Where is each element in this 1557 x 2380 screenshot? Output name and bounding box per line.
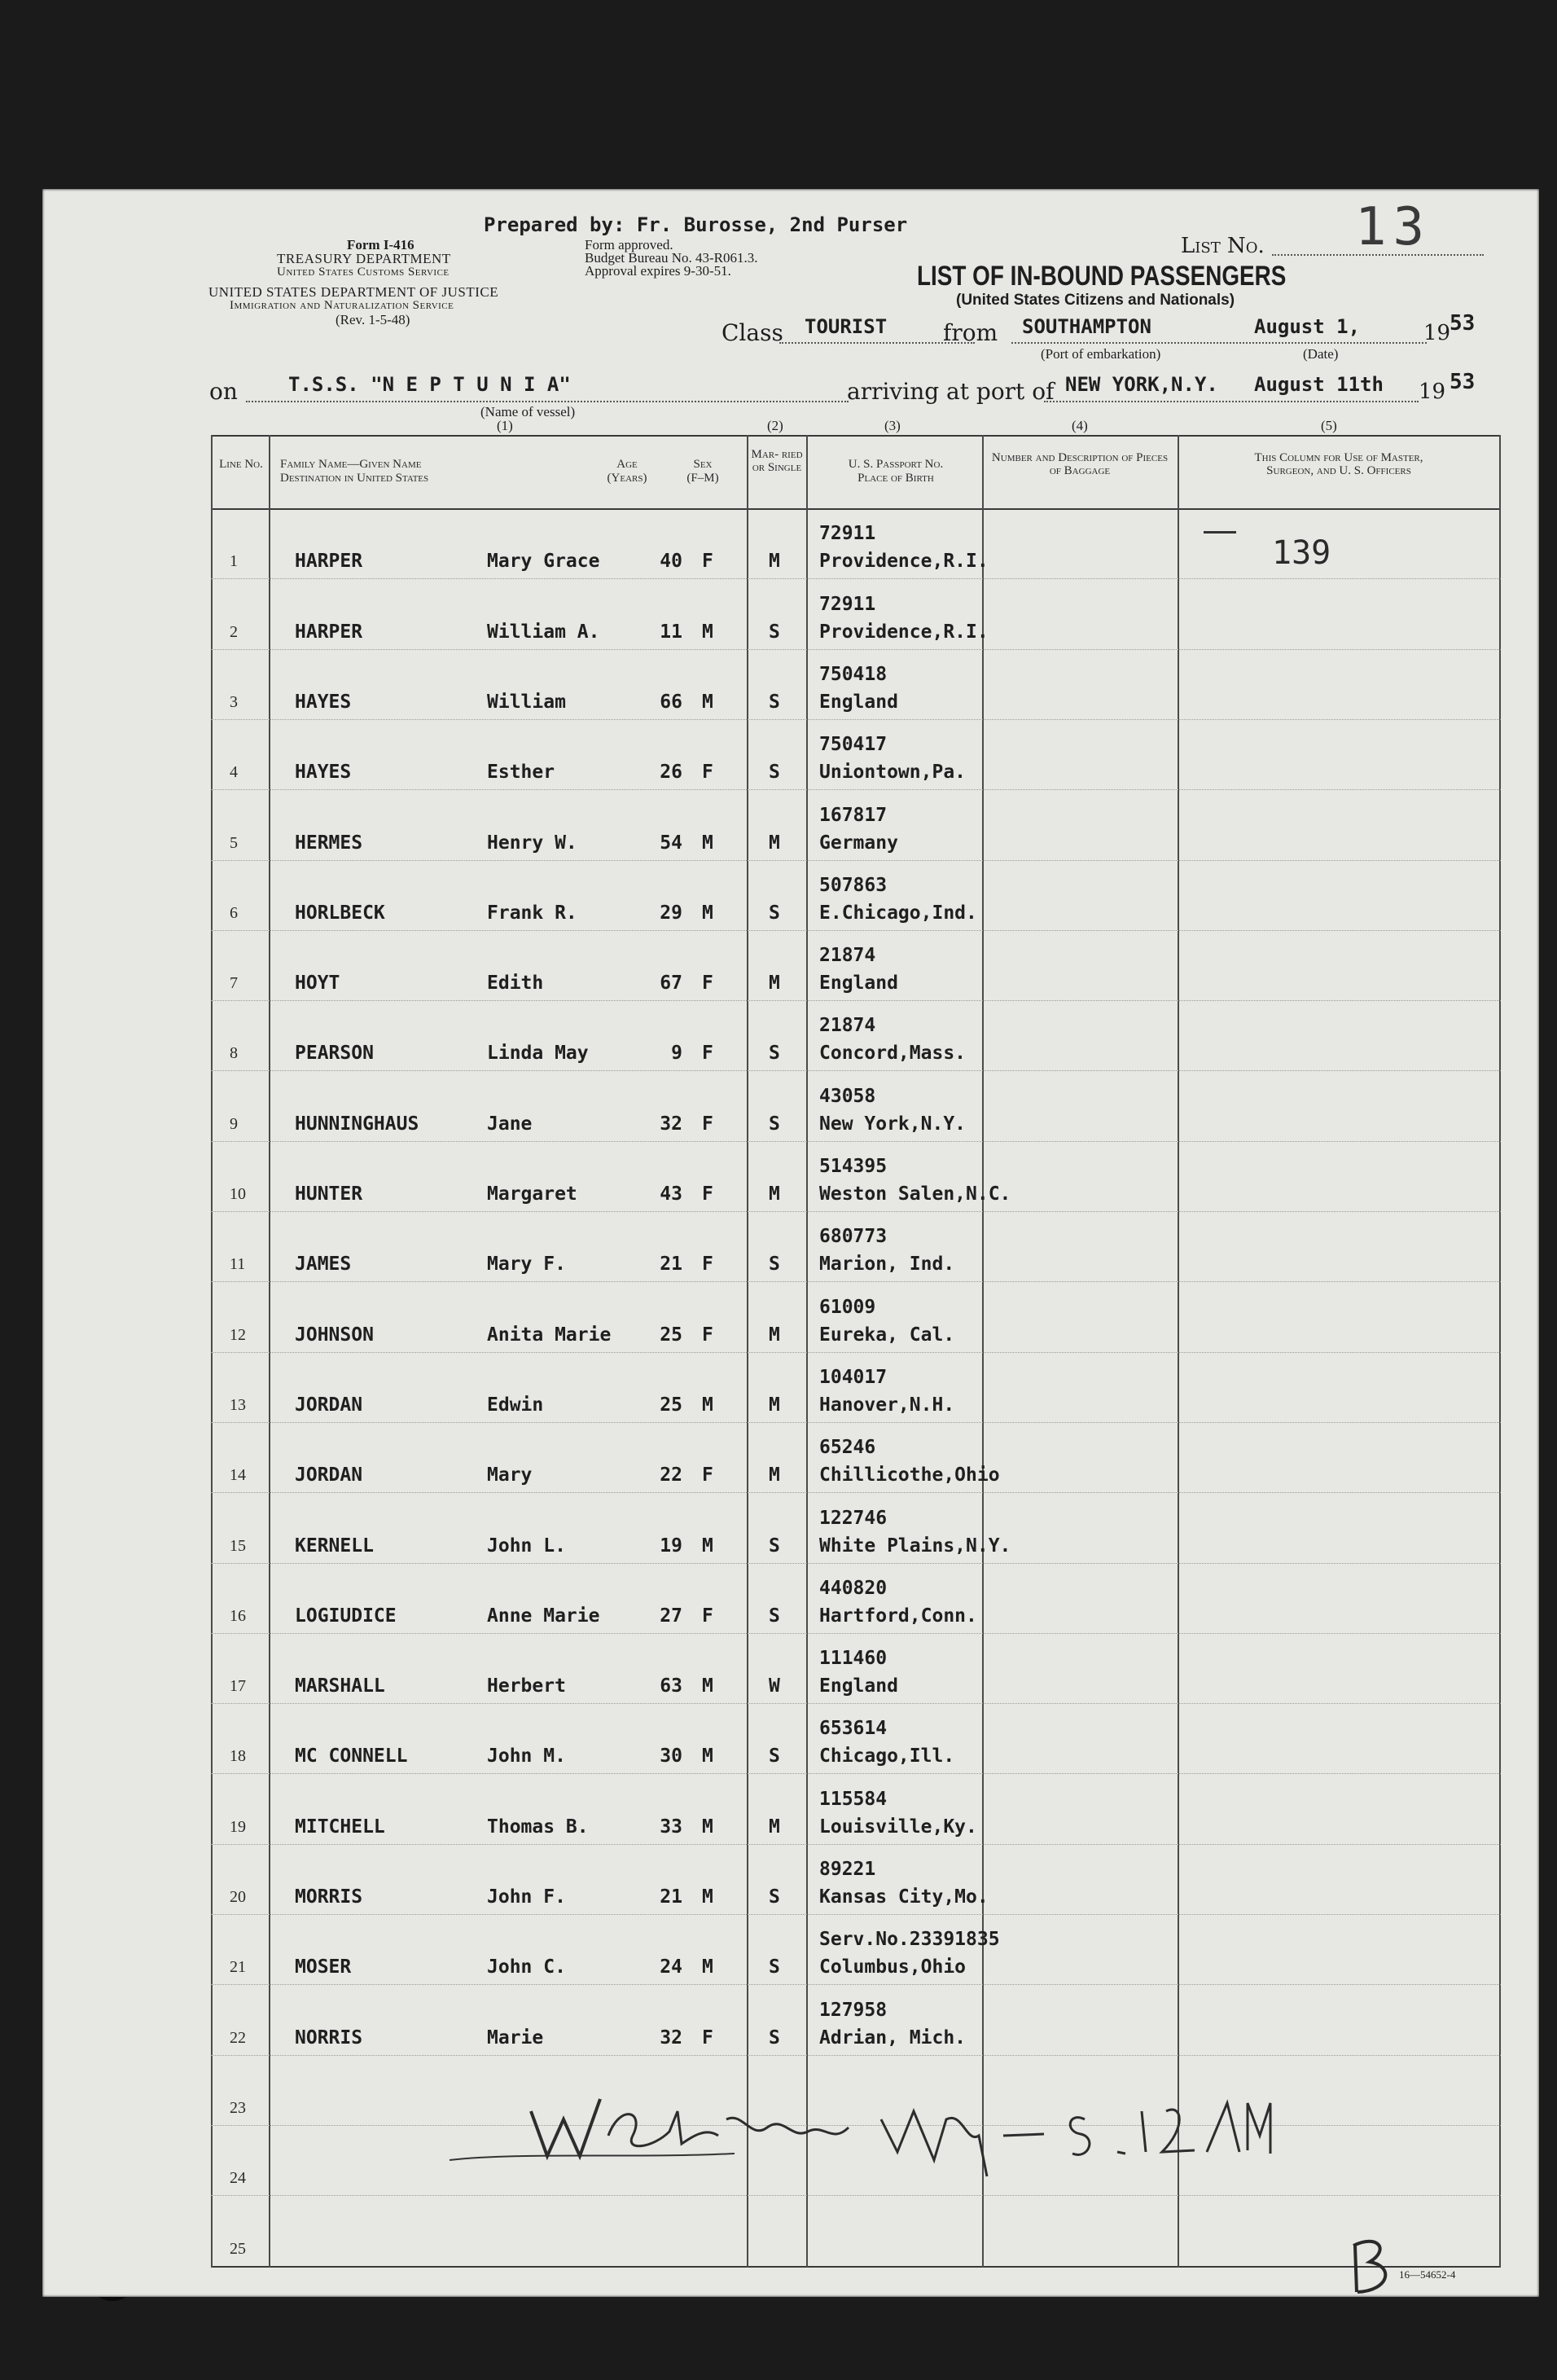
justice-department: UNITED STATES DEPARTMENT OF JUSTICE <box>208 284 499 300</box>
passport-number: 21874 <box>819 945 876 967</box>
line-number: 2 <box>230 622 238 641</box>
form-subtitle: (United States Citizens and Nationals) <box>956 292 1235 309</box>
passport-number: 21874 <box>819 1015 876 1037</box>
signature-text <box>42 189 53 190</box>
sex-value: F <box>702 1324 713 1346</box>
manifest-page <box>42 189 1539 2297</box>
arrival-year-prefix: 19 <box>1419 380 1446 404</box>
family-name: MC CONNELL <box>295 1745 408 1767</box>
line-number: 16 <box>230 1606 246 1625</box>
given-name: Thomas B. <box>487 1816 589 1838</box>
passport-number: 440820 <box>819 1577 888 1599</box>
age-value: 40 <box>660 551 682 573</box>
place-of-birth: Providence,R.I. <box>819 621 989 643</box>
line-number: 8 <box>230 1044 238 1063</box>
header-line-no: Line No. <box>219 458 263 471</box>
family-name: HARPER <box>295 551 363 573</box>
passport-number: 680773 <box>819 1226 888 1248</box>
status-value: M <box>769 551 780 573</box>
header-age-years: (Years) <box>607 472 647 485</box>
age-value: 22 <box>660 1464 682 1486</box>
age-value: 63 <box>660 1675 682 1697</box>
age-value: 11 <box>660 621 682 643</box>
form-number: Form I-416 <box>347 237 414 252</box>
form-approved: Form approved. <box>585 237 673 252</box>
column-number-4: (4) <box>1072 418 1088 433</box>
given-name: Marie <box>487 2027 544 2048</box>
status-value: W <box>769 1675 780 1697</box>
header-baggage: Number and Description of Pieces of Baggage <box>991 451 1169 477</box>
given-name: John M. <box>487 1745 566 1767</box>
given-name: Anne Marie <box>487 1605 600 1627</box>
status-value: M <box>769 1394 780 1416</box>
header-sex: Sex <box>693 458 713 471</box>
embarkation-caption: (Port of embarkation) <box>1041 346 1161 362</box>
family-name: HAYES <box>295 762 352 784</box>
embarkation-year: 53 <box>1450 311 1476 336</box>
embarkation-date: August 1, <box>1254 315 1361 338</box>
passport-number: 61009 <box>819 1296 876 1318</box>
age-value: 32 <box>660 2027 682 2048</box>
place-of-birth: Hartford,Conn. <box>819 1605 977 1627</box>
age-value: 26 <box>660 762 682 784</box>
line-number: 12 <box>230 1325 246 1344</box>
age-value: 67 <box>660 973 682 995</box>
given-name: Anita Marie <box>487 1324 612 1346</box>
given-name: John F. <box>487 1886 566 1908</box>
header-passport: U. S. Passport No. <box>848 458 944 471</box>
place-of-birth: E.Chicago,Ind. <box>819 902 977 924</box>
sex-value: F <box>702 762 713 784</box>
passport-number: Serv.No.23391835 <box>819 1929 1000 1951</box>
line-number: 13 <box>230 1395 246 1414</box>
status-value: S <box>769 1605 780 1627</box>
status-value: S <box>769 1886 780 1908</box>
corner-mark-text <box>42 189 43 190</box>
status-value: S <box>769 1113 780 1135</box>
sex-value: F <box>702 1113 713 1135</box>
family-name: HUNNINGHAUS <box>295 1113 419 1135</box>
revision: (Rev. 1-5-48) <box>336 312 410 327</box>
place-of-birth: Concord,Mass. <box>819 1043 967 1065</box>
sex-value: M <box>702 1956 713 1978</box>
family-name: HUNTER <box>295 1183 363 1205</box>
place-of-birth: Columbus,Ohio <box>819 1956 967 1978</box>
place-of-birth: Providence,R.I. <box>819 551 989 573</box>
age-value: 24 <box>660 1956 682 1978</box>
status-value: M <box>769 832 780 854</box>
column-number-1: (1) <box>497 418 513 433</box>
list-no-label: List No. <box>1181 234 1265 258</box>
family-name: HAYES <box>295 691 352 713</box>
family-name: JOHNSON <box>295 1324 374 1346</box>
sex-value: M <box>702 691 713 713</box>
place-of-birth: Adrian, Mich. <box>819 2027 967 2048</box>
status-value: S <box>769 1745 780 1767</box>
age-value: 43 <box>660 1183 682 1205</box>
family-name: PEARSON <box>295 1043 374 1065</box>
approval-expires: Approval expires 9-30-51. <box>585 263 731 279</box>
age-value: 33 <box>660 1816 682 1838</box>
line-number: 4 <box>230 763 238 782</box>
place-of-birth: Chicago,Ill. <box>819 1745 955 1767</box>
class-value: TOURIST <box>805 315 888 338</box>
port-of-embarkation: SOUTHAMPTON <box>1022 315 1151 338</box>
inspector-signature <box>425 2062 1272 2185</box>
family-name: KERNELL <box>295 1535 374 1557</box>
place-of-birth: Hanover,N.H. <box>819 1394 955 1416</box>
place-of-birth: Chillicothe,Ohio <box>819 1464 1000 1486</box>
status-value: S <box>769 621 780 643</box>
status-value: S <box>769 762 780 784</box>
place-of-birth: Kansas City,Mo. <box>819 1886 989 1908</box>
sex-value: M <box>702 1675 713 1697</box>
age-value: 27 <box>660 1605 682 1627</box>
line-number: 25 <box>230 2239 246 2258</box>
place-of-birth: Louisville,Ky. <box>819 1816 977 1838</box>
header-officers: This Column for Use of Master, Surgeon, and U. S. Officers <box>1254 451 1423 477</box>
family-name: HARPER <box>295 621 363 643</box>
passport-number: 111460 <box>819 1648 888 1670</box>
immigration-service: Immigration and Naturalization Service <box>230 299 454 312</box>
given-name: Esther <box>487 762 555 784</box>
line-number: 18 <box>230 1747 246 1766</box>
status-value: M <box>769 1816 780 1838</box>
sex-value: M <box>702 1745 713 1767</box>
line-number: 20 <box>230 1888 246 1906</box>
passport-number: 43058 <box>819 1085 876 1107</box>
sex-value: F <box>702 551 713 573</box>
status-value: M <box>769 1464 780 1486</box>
vessel-name: T.S.S. "N E P T U N I A" <box>288 373 571 396</box>
passport-number: 653614 <box>819 1718 888 1740</box>
family-name: NORRIS <box>295 2027 363 2048</box>
arrival-port: NEW YORK,N.Y. <box>1065 373 1218 396</box>
print-code: 16—54652-4 <box>1399 2268 1456 2281</box>
family-name: HORLBECK <box>295 902 385 924</box>
column-number-3: (3) <box>884 418 901 433</box>
family-name: HERMES <box>295 832 363 854</box>
passport-number: 72911 <box>819 593 876 615</box>
passport-number: 89221 <box>819 1859 876 1880</box>
line-number: 9 <box>230 1114 238 1133</box>
header-sex-fm: (F–M) <box>686 472 719 485</box>
age-value: 66 <box>660 691 682 713</box>
sex-value: M <box>702 902 713 924</box>
place-of-birth: England <box>819 691 898 713</box>
age-value: 19 <box>660 1535 682 1557</box>
passport-number: 750417 <box>819 734 888 756</box>
family-name: LOGIUDICE <box>295 1605 397 1627</box>
corner-mark <box>1345 2233 1402 2299</box>
given-name: John L. <box>487 1535 566 1557</box>
status-value: S <box>769 1535 780 1557</box>
passport-number: 167817 <box>819 804 888 826</box>
passport-number: 122746 <box>819 1507 888 1529</box>
family-name: HOYT <box>295 973 340 995</box>
line-number: 21 <box>230 1958 246 1977</box>
arriving-label: arriving at port of <box>847 378 1055 405</box>
class-label: Class <box>721 319 783 346</box>
line-number: 22 <box>230 2028 246 2047</box>
sex-value: F <box>702 1254 713 1276</box>
age-value: 9 <box>671 1043 682 1065</box>
given-name: Margaret <box>487 1183 577 1205</box>
given-name: Edwin <box>487 1394 544 1416</box>
place-of-birth: Germany <box>819 832 898 854</box>
on-label: on <box>209 378 238 405</box>
line-number: 15 <box>230 1536 246 1555</box>
age-value: 25 <box>660 1324 682 1346</box>
status-value: M <box>769 1324 780 1346</box>
given-name: Mary <box>487 1464 533 1486</box>
header-birthplace: Place of Birth <box>857 472 934 485</box>
family-name: MITCHELL <box>295 1816 385 1838</box>
given-name: William <box>487 691 566 713</box>
family-name: JAMES <box>295 1254 352 1276</box>
place-of-birth: New York,N.Y. <box>819 1113 967 1135</box>
sex-value: M <box>702 1886 713 1908</box>
family-name: MARSHALL <box>295 1675 385 1697</box>
date-caption: (Date) <box>1303 346 1339 362</box>
line-number: 24 <box>230 2169 246 2188</box>
age-value: 29 <box>660 902 682 924</box>
place-of-birth: Uniontown,Pa. <box>819 762 967 784</box>
header-destination: Destination in United States <box>280 472 429 485</box>
sex-value: M <box>702 621 713 643</box>
sex-value: F <box>702 1183 713 1205</box>
passport-number: 65246 <box>819 1437 876 1459</box>
age-value: 21 <box>660 1254 682 1276</box>
line-number: 10 <box>230 1185 246 1203</box>
status-value: M <box>769 973 780 995</box>
line-number: 17 <box>230 1677 246 1696</box>
status-value: S <box>769 1043 780 1065</box>
officer-total: 139 <box>1272 534 1331 572</box>
passport-number: 514395 <box>819 1156 888 1177</box>
given-name: Frank R. <box>487 902 577 924</box>
header-married: Mar- ried or Single <box>751 448 803 474</box>
line-number: 19 <box>230 1817 246 1836</box>
place-of-birth: Weston Salen,N.C. <box>819 1183 1011 1205</box>
treasury-department: TREASURY DEPARTMENT <box>277 251 451 266</box>
status-value: S <box>769 691 780 713</box>
form-title: LIST OF IN-BOUND PASSENGERS <box>917 261 1287 292</box>
family-name: JORDAN <box>295 1394 363 1416</box>
dash-mark <box>1204 531 1236 534</box>
family-name: MORRIS <box>295 1886 363 1908</box>
column-number-5: (5) <box>1321 418 1337 433</box>
passport-number: 750418 <box>819 663 888 685</box>
sex-value: F <box>702 2027 713 2048</box>
sex-value: M <box>702 1816 713 1838</box>
age-value: 54 <box>660 832 682 854</box>
line-number: 14 <box>230 1466 246 1485</box>
column-number-2: (2) <box>767 418 783 433</box>
status-value: S <box>769 2027 780 2048</box>
arrival-year: 53 <box>1450 370 1476 394</box>
family-name: MOSER <box>295 1956 352 1978</box>
list-number: 13 <box>1355 197 1432 257</box>
sex-value: F <box>702 1043 713 1065</box>
passport-number: 115584 <box>819 1788 888 1810</box>
line-number: 5 <box>230 833 238 852</box>
given-name: Linda May <box>487 1043 589 1065</box>
given-name: Mary Grace <box>487 551 600 573</box>
age-value: 32 <box>660 1113 682 1135</box>
sex-value: M <box>702 832 713 854</box>
age-value: 21 <box>660 1886 682 1908</box>
line-number: 1 <box>230 552 238 571</box>
place-of-birth: England <box>819 1675 898 1697</box>
sex-value: M <box>702 1394 713 1416</box>
from-label: from <box>943 319 998 346</box>
header-family-name: Family Name—Given Name <box>280 458 422 471</box>
given-name: Herbert <box>487 1675 566 1697</box>
line-number: 11 <box>230 1255 246 1274</box>
status-value: S <box>769 1254 780 1276</box>
place-of-birth: Eureka, Cal. <box>819 1324 955 1346</box>
place-of-birth: England <box>819 973 898 995</box>
sex-value: F <box>702 973 713 995</box>
line-number: 6 <box>230 903 238 922</box>
given-name: Mary F. <box>487 1254 566 1276</box>
age-value: 25 <box>660 1394 682 1416</box>
line-number: 3 <box>230 692 238 711</box>
sex-value: M <box>702 1535 713 1557</box>
vessel-caption: (Name of vessel) <box>480 404 576 419</box>
family-name: JORDAN <box>295 1464 363 1486</box>
header-age: Age <box>616 458 638 471</box>
given-name: John C. <box>487 1956 566 1978</box>
given-name: Henry W. <box>487 832 577 854</box>
arrival-date: August 11th <box>1254 373 1384 396</box>
status-value: M <box>769 1183 780 1205</box>
age-value: 30 <box>660 1745 682 1767</box>
customs-service: United States Customs Service <box>277 266 450 279</box>
passport-number: 127958 <box>819 1999 888 2021</box>
passport-number: 104017 <box>819 1366 888 1388</box>
given-name: Edith <box>487 973 544 995</box>
line-number: 23 <box>230 2098 246 2117</box>
prepared-by: Prepared by: Fr. Burosse, 2nd Purser <box>484 213 908 236</box>
place-of-birth: White Plains,N.Y. <box>819 1535 1011 1557</box>
year-prefix: 19 <box>1423 321 1451 345</box>
passport-number: 72911 <box>819 523 876 545</box>
status-value: S <box>769 902 780 924</box>
passport-number: 507863 <box>819 874 888 896</box>
status-value: S <box>769 1956 780 1978</box>
line-number: 7 <box>230 974 238 993</box>
place-of-birth: Marion, Ind. <box>819 1254 955 1276</box>
given-name: William A. <box>487 621 600 643</box>
given-name: Jane <box>487 1113 533 1135</box>
sex-value: F <box>702 1464 713 1486</box>
budget-bureau: Budget Bureau No. 43-R061.3. <box>585 250 758 266</box>
sex-value: F <box>702 1605 713 1627</box>
